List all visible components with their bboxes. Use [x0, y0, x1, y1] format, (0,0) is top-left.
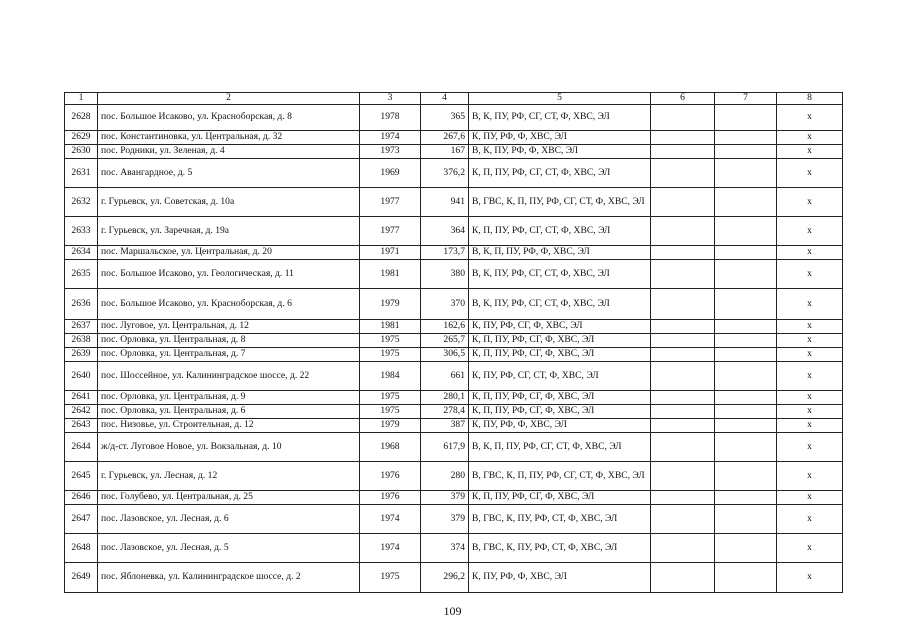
works-cell: К, П, ПУ, РФ, СГ, Ф, ХВС, ЭЛ: [469, 334, 651, 348]
column-6-cell: [651, 246, 715, 260]
works-cell: К, ПУ, РФ, СГ, Ф, ХВС, ЭЛ: [469, 320, 651, 334]
year-cell: 1976: [360, 491, 421, 505]
table-row: [65, 563, 843, 593]
area-cell: 280,1: [421, 391, 469, 405]
column-7-cell: [715, 348, 777, 362]
year-cell: 1977: [360, 217, 421, 246]
year-cell: 1984: [360, 362, 421, 391]
page-number: 109: [443, 604, 462, 618]
mark-cell: х: [777, 433, 843, 462]
works-cell: К, П, ПУ, РФ, СГ, Ф, ХВС, ЭЛ: [469, 405, 651, 419]
row-number: 2643: [65, 419, 98, 433]
row-number: 2641: [65, 391, 98, 405]
mark-cell: х: [777, 320, 843, 334]
works-cell: К, П, ПУ, РФ, СГ, СТ, Ф, ХВС, ЭЛ: [469, 217, 651, 246]
column-7-cell: [715, 405, 777, 419]
area-cell: 661: [421, 362, 469, 391]
area-cell: 379: [421, 491, 469, 505]
area-cell: 374: [421, 534, 469, 563]
column-7-cell: [715, 105, 777, 131]
area-cell: 296,2: [421, 563, 469, 593]
column-7-cell: [715, 145, 777, 159]
year-cell: 1976: [360, 462, 421, 491]
table-row: [65, 334, 843, 348]
mark-cell: х: [777, 188, 843, 217]
year-cell: 1969: [360, 159, 421, 188]
table-row: [65, 289, 843, 320]
row-number: 2637: [65, 320, 98, 334]
address-cell: пос. Низовье, ул. Строительная, д. 12: [98, 419, 360, 433]
area-cell: 380: [421, 260, 469, 289]
table-row: [65, 260, 843, 289]
column-6-cell: [651, 217, 715, 246]
column-6-cell: [651, 433, 715, 462]
table-row: [65, 491, 843, 505]
area-cell: 376,2: [421, 159, 469, 188]
column-7-cell: [715, 391, 777, 405]
table-row: [65, 462, 843, 491]
row-number: 2628: [65, 105, 98, 131]
year-cell: 1978: [360, 105, 421, 131]
mark-cell: х: [777, 105, 843, 131]
area-cell: 306,5: [421, 348, 469, 362]
table-row: [65, 419, 843, 433]
year-cell: 1975: [360, 334, 421, 348]
header-cell: 6: [651, 93, 715, 105]
address-cell: пос. Лазовское, ул. Лесная, д. 6: [98, 505, 360, 534]
column-6-cell: [651, 563, 715, 593]
column-7-cell: [715, 563, 777, 593]
year-cell: 1974: [360, 131, 421, 145]
year-cell: 1968: [360, 433, 421, 462]
register-table: [64, 92, 843, 593]
address-cell: пос. Большое Исаково, ул. Геологическая, д. 11: [98, 260, 360, 289]
address-cell: пос. Луговое, ул. Центральная, д. 12: [98, 320, 360, 334]
address-cell: пос. Лазовское, ул. Лесная, д. 5: [98, 534, 360, 563]
row-number: 2636: [65, 289, 98, 320]
row-number: 2642: [65, 405, 98, 419]
column-7-cell: [715, 334, 777, 348]
row-number: 2638: [65, 334, 98, 348]
column-7-cell: [715, 534, 777, 563]
works-cell: К, ПУ, РФ, Ф, ХВС, ЭЛ: [469, 419, 651, 433]
area-cell: 173,7: [421, 246, 469, 260]
column-7-cell: [715, 188, 777, 217]
column-6-cell: [651, 419, 715, 433]
header-cell: 5: [469, 93, 651, 105]
works-cell: В, К, ПУ, РФ, СГ, СТ, Ф, ХВС, ЭЛ: [469, 105, 651, 131]
table-row: [65, 131, 843, 145]
area-cell: 379: [421, 505, 469, 534]
year-cell: 1974: [360, 505, 421, 534]
column-6-cell: [651, 289, 715, 320]
address-cell: пос. Орловка, ул. Центральная, д. 9: [98, 391, 360, 405]
area-cell: 370: [421, 289, 469, 320]
works-cell: В, ГВС, К, П, ПУ, РФ, СГ, СТ, Ф, ХВС, ЭЛ: [469, 462, 651, 491]
address-cell: пос. Родники, ул. Зеленая, д. 4: [98, 145, 360, 159]
column-7-cell: [715, 462, 777, 491]
column-7-cell: [715, 260, 777, 289]
year-cell: 1975: [360, 563, 421, 593]
header-cell: 4: [421, 93, 469, 105]
header-cell: 3: [360, 93, 421, 105]
address-cell: г. Гурьевск, ул. Лесная, д. 12: [98, 462, 360, 491]
header-row: [65, 93, 843, 105]
header-cell: 7: [715, 93, 777, 105]
address-cell: пос. Голубево, ул. Центральная, д. 25: [98, 491, 360, 505]
mark-cell: х: [777, 491, 843, 505]
address-cell: пос. Константиновка, ул. Центральная, д. 32: [98, 131, 360, 145]
column-6-cell: [651, 188, 715, 217]
table-row: [65, 159, 843, 188]
area-cell: 387: [421, 419, 469, 433]
works-cell: К, ПУ, РФ, СГ, СТ, Ф, ХВС, ЭЛ: [469, 362, 651, 391]
row-number: 2644: [65, 433, 98, 462]
row-number: 2631: [65, 159, 98, 188]
area-cell: 617,9: [421, 433, 469, 462]
column-6-cell: [651, 105, 715, 131]
year-cell: 1981: [360, 260, 421, 289]
address-cell: пос. Большое Исаково, ул. Красноборская, д. 8: [98, 105, 360, 131]
row-number: 2645: [65, 462, 98, 491]
table-row: [65, 217, 843, 246]
address-cell: ж/д-ст. Луговое Новое, ул. Вокзальная, д. 10: [98, 433, 360, 462]
area-cell: 278,4: [421, 405, 469, 419]
table-row: [65, 433, 843, 462]
column-7-cell: [715, 491, 777, 505]
table-row: [65, 320, 843, 334]
column-7-cell: [715, 217, 777, 246]
year-cell: 1975: [360, 405, 421, 419]
works-cell: В, К, ПУ, РФ, Ф, ХВС, ЭЛ: [469, 145, 651, 159]
mark-cell: х: [777, 260, 843, 289]
column-6-cell: [651, 159, 715, 188]
mark-cell: х: [777, 289, 843, 320]
mark-cell: х: [777, 348, 843, 362]
year-cell: 1979: [360, 419, 421, 433]
mark-cell: х: [777, 217, 843, 246]
table-row: [65, 348, 843, 362]
column-6-cell: [651, 405, 715, 419]
works-cell: В, ГВС, К, ПУ, РФ, СТ, Ф, ХВС, ЭЛ: [469, 505, 651, 534]
area-cell: 364: [421, 217, 469, 246]
column-6-cell: [651, 505, 715, 534]
works-cell: В, К, П, ПУ, РФ, Ф, ХВС, ЭЛ: [469, 246, 651, 260]
header-cell: 2: [98, 93, 360, 105]
mark-cell: х: [777, 159, 843, 188]
column-6-cell: [651, 145, 715, 159]
column-6-cell: [651, 348, 715, 362]
mark-cell: х: [777, 563, 843, 593]
year-cell: 1971: [360, 246, 421, 260]
row-number: 2647: [65, 505, 98, 534]
table-row: [65, 145, 843, 159]
table-row: [65, 505, 843, 534]
row-number: 2635: [65, 260, 98, 289]
works-cell: К, П, ПУ, РФ, СГ, СТ, Ф, ХВС, ЭЛ: [469, 159, 651, 188]
row-number: 2634: [65, 246, 98, 260]
year-cell: 1979: [360, 289, 421, 320]
works-cell: В, К, ПУ, РФ, СГ, СТ, Ф, ХВС, ЭЛ: [469, 260, 651, 289]
year-cell: 1975: [360, 348, 421, 362]
column-7-cell: [715, 159, 777, 188]
mark-cell: х: [777, 334, 843, 348]
mark-cell: х: [777, 505, 843, 534]
works-cell: К, П, ПУ, РФ, СГ, Ф, ХВС, ЭЛ: [469, 491, 651, 505]
table-row: [65, 534, 843, 563]
column-6-cell: [651, 534, 715, 563]
table-row: [65, 188, 843, 217]
works-cell: В, ГВС, К, П, ПУ, РФ, СГ, СТ, Ф, ХВС, ЭЛ: [469, 188, 651, 217]
address-cell: г. Гурьевск, ул. Заречная, д. 19а: [98, 217, 360, 246]
area-cell: 941: [421, 188, 469, 217]
row-number: 2632: [65, 188, 98, 217]
row-number: 2639: [65, 348, 98, 362]
works-cell: К, ПУ, РФ, Ф, ХВС, ЭЛ: [469, 131, 651, 145]
year-cell: 1981: [360, 320, 421, 334]
column-7-cell: [715, 433, 777, 462]
column-6-cell: [651, 320, 715, 334]
header-cell: 8: [777, 93, 843, 105]
mark-cell: х: [777, 419, 843, 433]
works-cell: К, П, ПУ, РФ, СГ, Ф, ХВС, ЭЛ: [469, 348, 651, 362]
row-number: 2640: [65, 362, 98, 391]
row-number: 2649: [65, 563, 98, 593]
column-7-cell: [715, 419, 777, 433]
column-7-cell: [715, 131, 777, 145]
mark-cell: х: [777, 534, 843, 563]
column-6-cell: [651, 491, 715, 505]
year-cell: 1973: [360, 145, 421, 159]
year-cell: 1975: [360, 391, 421, 405]
mark-cell: х: [777, 362, 843, 391]
area-cell: 267,6: [421, 131, 469, 145]
column-7-cell: [715, 320, 777, 334]
table-row: [65, 391, 843, 405]
area-cell: 167: [421, 145, 469, 159]
address-cell: пос. Большое Исаково, ул. Красноборская, д. 6: [98, 289, 360, 320]
table-row: [65, 105, 843, 131]
mark-cell: х: [777, 246, 843, 260]
column-7-cell: [715, 362, 777, 391]
column-6-cell: [651, 131, 715, 145]
mark-cell: х: [777, 462, 843, 491]
column-6-cell: [651, 362, 715, 391]
area-cell: 162,6: [421, 320, 469, 334]
mark-cell: х: [777, 131, 843, 145]
table-row: [65, 362, 843, 391]
address-cell: пос. Орловка, ул. Центральная, д. 6: [98, 405, 360, 419]
column-6-cell: [651, 334, 715, 348]
row-number: 2648: [65, 534, 98, 563]
works-cell: К, П, ПУ, РФ, СГ, Ф, ХВС, ЭЛ: [469, 391, 651, 405]
year-cell: 1974: [360, 534, 421, 563]
address-cell: пос. Орловка, ул. Центральная, д. 7: [98, 348, 360, 362]
column-7-cell: [715, 289, 777, 320]
works-cell: К, ПУ, РФ, Ф, ХВС, ЭЛ: [469, 563, 651, 593]
column-6-cell: [651, 260, 715, 289]
works-cell: В, К, П, ПУ, РФ, СГ, СТ, Ф, ХВС, ЭЛ: [469, 433, 651, 462]
address-cell: пос. Яблоневка, ул. Калининградское шоссе, д. 2: [98, 563, 360, 593]
column-6-cell: [651, 391, 715, 405]
column-6-cell: [651, 462, 715, 491]
area-cell: 365: [421, 105, 469, 131]
column-7-cell: [715, 505, 777, 534]
row-number: 2633: [65, 217, 98, 246]
header-cell: 1: [65, 93, 98, 105]
column-7-cell: [715, 246, 777, 260]
address-cell: пос. Орловка, ул. Центральная, д. 8: [98, 334, 360, 348]
mark-cell: х: [777, 145, 843, 159]
area-cell: 265,7: [421, 334, 469, 348]
address-cell: г. Гурьевск, ул. Советская, д. 10а: [98, 188, 360, 217]
mark-cell: х: [777, 405, 843, 419]
works-cell: В, ГВС, К, ПУ, РФ, СТ, Ф, ХВС, ЭЛ: [469, 534, 651, 563]
year-cell: 1977: [360, 188, 421, 217]
table-row: [65, 246, 843, 260]
works-cell: В, К, ПУ, РФ, СГ, СТ, Ф, ХВС, ЭЛ: [469, 289, 651, 320]
row-number: 2646: [65, 491, 98, 505]
address-cell: пос. Шоссейное, ул. Калининградское шоссе, д. 22: [98, 362, 360, 391]
row-number: 2630: [65, 145, 98, 159]
address-cell: пос. Авангардное, д. 5: [98, 159, 360, 188]
area-cell: 280: [421, 462, 469, 491]
row-number: 2629: [65, 131, 98, 145]
table-row: [65, 405, 843, 419]
mark-cell: х: [777, 391, 843, 405]
address-cell: пос. Маршальское, ул. Центральная, д. 20: [98, 246, 360, 260]
